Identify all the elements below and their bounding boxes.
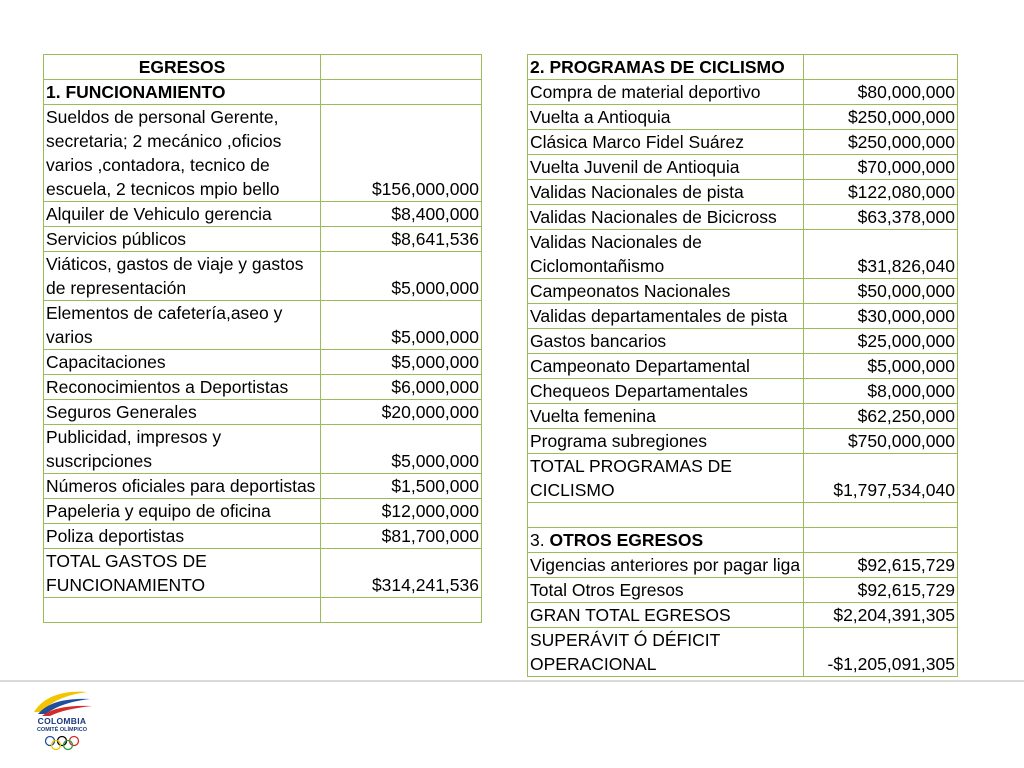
row-amount: $5,000,000 [804,354,958,379]
surplus-deficit-row [528,628,958,677]
empty-cell [528,503,804,528]
row-amount: $8,400,000 [321,202,482,227]
row-amount: $70,000,000 [804,155,958,180]
row-label: Poliza deportistas [44,524,321,549]
row-label: Publicidad, impresos y suscripciones [44,425,321,474]
table-row [528,354,958,379]
row-amount: $122,080,000 [804,180,958,205]
row-amount: $5,000,000 [321,252,482,301]
table-row [528,379,958,404]
row-label: Sueldos de personal Gerente, secretaria; 2 mecánico ,oficios varios ,contadora, tecnico de escuela, 2 tecnicos mpio bello [44,105,321,202]
row-amount: $50,000,000 [804,279,958,304]
row-label: Capacitaciones [44,350,321,375]
total-row [44,549,482,598]
total-amount: $314,241,536 [321,549,482,598]
grand-total-row [528,603,958,628]
table-row [528,80,958,105]
table-row [44,301,482,350]
table-row [44,400,482,425]
row-label: Elementos de cafetería,aseo y varios [44,301,321,350]
empty-cell [44,598,321,623]
empty-cell [804,528,958,553]
table-row [528,230,958,279]
table-row [44,350,482,375]
section-number: 3. [530,530,545,550]
olympic-rings-icon [42,735,82,751]
row-label: Viáticos, gastos de viaje y gastos de representación [44,252,321,301]
row-amount: $25,000,000 [804,329,958,354]
table-row [528,279,958,304]
total-label: TOTAL GASTOS DE FUNCIONAMIENTO [44,549,321,598]
row-label: Servicios públicos [44,227,321,252]
row-label: Clásica Marco Fidel Suárez [528,130,804,155]
row-label: Programa subregiones [528,429,804,454]
table-row [528,578,958,603]
section-title [528,528,804,553]
empty-row [44,598,482,623]
empty-cell [321,55,482,80]
table-row [528,105,958,130]
section-title: 2. PROGRAMAS DE CICLISMO [528,55,804,80]
table-header-row [44,55,482,80]
table-row [528,180,958,205]
section-row [528,55,958,80]
logo-line1: COLOMBIA [37,716,87,726]
section-title-text: OTROS EGRESOS [549,530,704,550]
row-amount: $5,000,000 [321,350,482,375]
programas-table [527,54,958,677]
empty-cell [321,598,482,623]
colombia-olympic-committee-logo [22,686,102,756]
row-label: Validas Nacionales de Ciclomontañismo [528,230,804,279]
row-amount: $80,000,000 [804,80,958,105]
row-label: Chequeos Departamentales [528,379,804,404]
table-row [528,429,958,454]
logo-line2: COMITÉ OLÍMPICO [36,727,88,733]
table-row [44,375,482,400]
table-row [44,202,482,227]
row-label: Alquiler de Vehiculo gerencia [44,202,321,227]
table-row [44,474,482,499]
row-amount: $20,000,000 [321,400,482,425]
row-amount: $63,378,000 [804,205,958,230]
row-label: Seguros Generales [44,400,321,425]
flame-ribbon-icon [22,686,102,718]
table-row [44,499,482,524]
row-amount: $156,000,000 [321,105,482,202]
empty-cell [321,80,482,105]
row-label: Vuelta femenina [528,404,804,429]
row-amount: $8,641,536 [321,227,482,252]
row-label: Números oficiales para deportistas [44,474,321,499]
table-row [44,425,482,474]
row-label: Papeleria y equipo de oficina [44,499,321,524]
row-label: Vuelta a Antioquia [528,105,804,130]
row-amount: $1,500,000 [321,474,482,499]
table-row [528,329,958,354]
row-label: Vuelta Juvenil de Antioquia [528,155,804,180]
row-amount: $5,000,000 [321,425,482,474]
footer-divider [0,680,1024,682]
table-row [528,205,958,230]
row-amount: $62,250,000 [804,404,958,429]
table-row [44,252,482,301]
table-row [528,553,958,578]
row-label: Reconocimientos a Deportistas [44,375,321,400]
row-label: Campeonato Departamental [528,354,804,379]
row-label: Validas Nacionales de pista [528,180,804,205]
row-label: Campeonatos Nacionales [528,279,804,304]
section-row [44,80,482,105]
table-row [44,524,482,549]
total-row [528,454,958,503]
row-label: Validas Nacionales de Bicicross [528,205,804,230]
table-row [44,105,482,202]
row-amount: $31,826,040 [804,230,958,279]
row-amount: $6,000,000 [321,375,482,400]
table-row [528,155,958,180]
row-amount: $2,204,391,305 [804,603,958,628]
row-label: Validas departamentales de pista [528,304,804,329]
table-row [528,404,958,429]
egresos-header: EGRESOS [44,55,321,80]
row-amount: $30,000,000 [804,304,958,329]
row-label: SUPERÁVIT Ó DÉFICIT OPERACIONAL [528,628,804,677]
total-label: TOTAL PROGRAMAS DE CICLISMO [528,454,804,503]
table-row [528,304,958,329]
row-label: Vigencias anteriores por pagar liga [528,553,804,578]
funcionamiento-table [43,54,482,623]
row-amount: $250,000,000 [804,130,958,155]
empty-cell [804,55,958,80]
row-label: Total Otros Egresos [528,578,804,603]
row-label: GRAN TOTAL EGRESOS [528,603,804,628]
section-row [528,528,958,553]
row-amount: $750,000,000 [804,429,958,454]
total-amount: $1,797,534,040 [804,454,958,503]
section-title: 1. FUNCIONAMIENTO [44,80,321,105]
row-amount: $250,000,000 [804,105,958,130]
empty-cell [804,503,958,528]
row-amount: $81,700,000 [321,524,482,549]
row-label: Compra de material deportivo [528,80,804,105]
row-amount: $8,000,000 [804,379,958,404]
row-amount: $12,000,000 [321,499,482,524]
table-row [44,227,482,252]
row-amount: $5,000,000 [321,301,482,350]
row-amount: $92,615,729 [804,553,958,578]
row-amount: $92,615,729 [804,578,958,603]
row-label: Gastos bancarios [528,329,804,354]
empty-row [528,503,958,528]
table-row [528,130,958,155]
row-amount: -$1,205,091,305 [804,628,958,677]
